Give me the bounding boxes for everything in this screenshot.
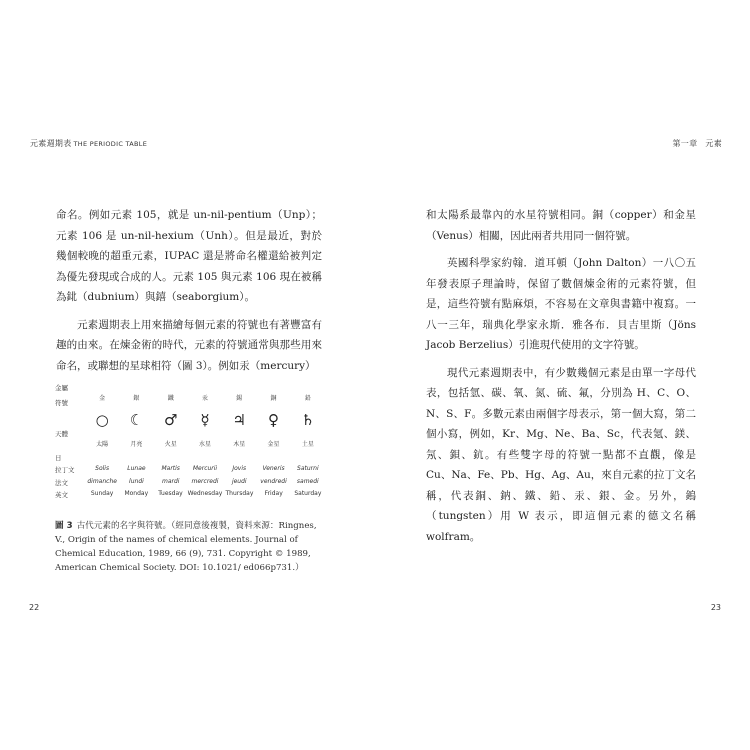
latin-cell: Saturni (297, 465, 319, 472)
running-head-right (672, 138, 722, 149)
english-cell: Saturday (294, 490, 322, 497)
french-cell: vendredi (260, 477, 287, 485)
latin-cell: Veneris (262, 465, 285, 472)
body-cell: 太陽 (96, 441, 109, 448)
sun-symbol-icon: ○ (95, 411, 109, 429)
table-row-symbol (55, 401, 325, 439)
paragraph: 英國科學家約翰．道耳頓（John Dalton）一八〇五年發表原子理論時，保留了數個煉金術的元素符號，但是，這些符號有點麻煩，不容易在文章與書籍中複寫。一八一三年，瑞典化學家永斯．雅各布．貝吉里斯（Jöns Jacob Berzelius）引進現代使用的文字符號。 (426, 257, 696, 351)
paragraph: 現代元素週期表中，有少數幾個元素是由單一字母代表，包括氫、碳、氧、氮、硫、氟，分別為 H、C、O、N、S、F。多數元素由兩個字母表示，第一個大寫，第二個小寫，例如，Kr、Mg、Ne、Ba、Sc，代表氪、鎂、氖、鋇、鈧。有些雙字母的符號一點都不直觀，像是 Cu、Na、Fe、Pb、Hg、Ag、Au，來自元素的拉丁文名稱，代表銅、鈉、鐵、鉛、汞、銀、金。另外，鎢（tungsten）用 W 表示，即這個元素的德文名稱 wolfram。 (426, 366, 696, 543)
running-head-en: THE PERIODIC TABLE (73, 140, 148, 148)
caption-text: 古代元素的名字與符號。（經同意後複製，資料來源：Ringnes, V., Origin of the names of chemical elements. Journal of Chemical Education, 1989, 66 (9), 731. Copyright © 1989, American Chemical Society. DOI: 10.1021/ ed066p731.） (55, 521, 317, 573)
metal-cell: 鐵 (167, 395, 174, 402)
english-cell: Tuesday (158, 490, 183, 497)
alchemy-planet-table (55, 383, 325, 503)
french-cell: mercredi (191, 477, 219, 485)
venus-symbol-icon: ♀ (268, 411, 280, 429)
table-row-english (55, 490, 325, 503)
metal-cell: 錫 (236, 395, 243, 402)
page-number-left: 22 (29, 603, 40, 612)
paragraph: 和太陽系最靠內的水星符號相同。銅（copper）和金星（Venus）相關，因此兩者共用同一個符號。 (426, 209, 696, 242)
french-cell: dimanche (87, 477, 117, 485)
row-label-metal: 金屬 (55, 384, 68, 392)
right-body-text (426, 205, 696, 547)
latin-cell: Martis (161, 465, 180, 472)
table-row-day-label (55, 453, 325, 465)
jupiter-symbol-icon: ♃ (232, 411, 246, 429)
english-cell: Sunday (90, 490, 114, 497)
paragraph: 元素週期表上用來描繪每個元素的符號也有著豐富有趣的由來。在煉金術的時代，元素的符號通常與那些用來命名，或聯想的星球相符（圖 3）。例如汞（mercury） (56, 318, 322, 372)
row-label-body: 天體 (55, 430, 68, 438)
row-label-day: 日 (55, 454, 62, 462)
mars-symbol-icon: ♂ (163, 411, 178, 429)
table-row-french (55, 478, 325, 491)
latin-cell: Mercurii (192, 465, 218, 472)
french-cell: lundi (129, 477, 144, 485)
chapter-label: 第一章 (672, 139, 698, 148)
latin-cell: Solis (95, 465, 110, 472)
body-cell: 火星 (164, 441, 177, 448)
row-label-latin: 拉丁文 (55, 466, 75, 474)
french-cell: mardi (161, 477, 180, 485)
moon-symbol-icon: ☾ (129, 411, 144, 429)
mercury-symbol-icon: ☿ (200, 411, 210, 429)
french-cell: samedi (296, 477, 319, 485)
running-head-left (30, 138, 147, 149)
right-page (375, 0, 750, 750)
running-head-zh: 元素週期表 (30, 139, 72, 148)
row-label-english: 英文 (55, 491, 68, 499)
paragraph: 命名。例如元素 105，就是 un-nil-pentium（Unp）；元素 106 是 un-nil-hexium（Unh）。但是最近，對於幾個較晚的超重元素，IUPAC 還是將命名權還給被判定為優先發現或合成的人。元素 105 與元素 106 現在被稱為鉳（dubnium）與𨭎（seaborgium）。 (56, 209, 322, 303)
metal-cell: 銅 (270, 395, 277, 402)
latin-cell: Jovis (232, 465, 247, 472)
body-cell: 土星 (301, 441, 314, 448)
metal-cell: 金 (99, 395, 106, 402)
body-cell: 金星 (267, 441, 280, 448)
figure-number: 圖 3 (55, 521, 73, 531)
english-cell: Wednesday (187, 490, 223, 497)
english-cell: Friday (264, 490, 283, 497)
left-body-text (56, 205, 322, 376)
body-cell: 木星 (233, 441, 246, 448)
table-row-metal (55, 383, 325, 401)
row-label-french: 法文 (55, 478, 68, 487)
metal-cell: 汞 (201, 395, 208, 402)
latin-cell: Lunae (127, 465, 146, 472)
metal-cell: 銀 (133, 395, 140, 402)
table-row-latin (55, 465, 325, 478)
metal-cell: 鉛 (304, 395, 311, 402)
row-label-symbol: 符號 (55, 399, 68, 407)
english-cell: Monday (124, 490, 149, 497)
french-cell: jeudi (231, 477, 247, 485)
english-cell: Thursday (225, 490, 254, 497)
body-cell: 月亮 (130, 441, 143, 448)
page-number-right: 23 (710, 603, 721, 612)
chapter-title: 元素 (705, 139, 722, 148)
body-cell: 水星 (198, 441, 211, 448)
table-row-body (55, 430, 325, 453)
figure-caption (55, 519, 323, 575)
saturn-symbol-icon: ♄ (301, 411, 315, 429)
